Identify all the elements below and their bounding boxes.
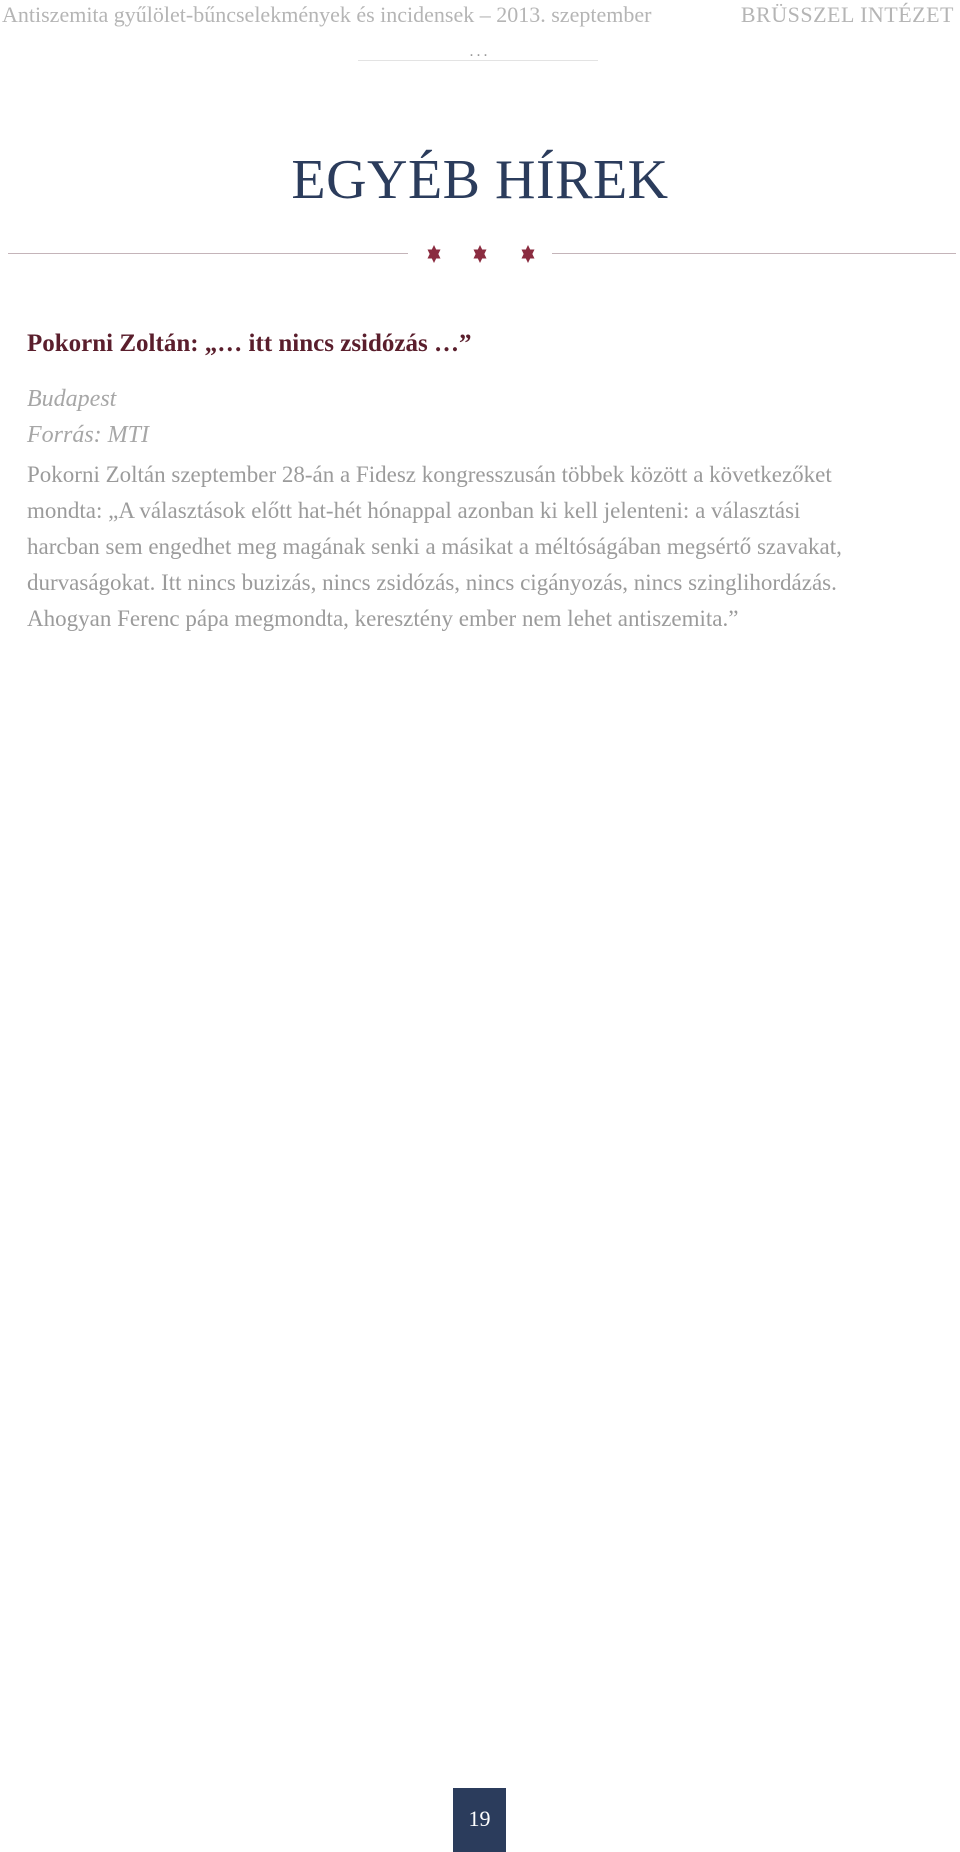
article-location: Budapest xyxy=(27,386,117,412)
ornament-divider xyxy=(0,240,960,270)
page-number: 19 xyxy=(468,1806,491,1831)
article-body-line: Pokorni Zoltán szeptember 28-án a Fidesz kongresszusán többek között a következőket xyxy=(27,462,832,487)
article-body-line: durvaságokat. Itt nincs buzizás, nincs zsidózás, nincs cigányozás, nincs szinglihordázás. xyxy=(27,570,837,595)
running-header xyxy=(0,0,960,32)
article-title: Pokorni Zoltán: „… itt nincs zsidózás …” xyxy=(27,330,472,357)
header-rule xyxy=(358,60,598,61)
running-header-title: Antiszemita gyűlölet-bűncselekmények és incidensek – 2013. szeptember xyxy=(2,2,652,27)
section-title: EGYÉB HÍREK xyxy=(291,149,669,211)
article-body-line: mondta: „A választások előtt hat-hét hónappal azonban ki kell jelenteni: a választási xyxy=(27,498,801,523)
article-body xyxy=(27,457,939,637)
star-of-david-icon xyxy=(420,240,448,268)
header-ornament-dots: ... xyxy=(469,43,491,60)
article-body-line: Ahogyan Ferenc pápa megmondta, keresztény ember nem lehet antiszemita.” xyxy=(27,606,739,631)
star-of-david-icon xyxy=(514,240,542,268)
star-of-david-icon xyxy=(466,240,494,268)
article-source: Forrás: MTI xyxy=(27,422,150,448)
running-header-publisher: BRÜSSZEL INTÉZET xyxy=(740,2,954,27)
article-body-line: harcban sem engedhet meg magának senki a másikat a méltóságában megsértő szavakat, xyxy=(27,534,842,559)
divider-line-left xyxy=(8,253,408,254)
divider-line-right xyxy=(552,253,956,254)
